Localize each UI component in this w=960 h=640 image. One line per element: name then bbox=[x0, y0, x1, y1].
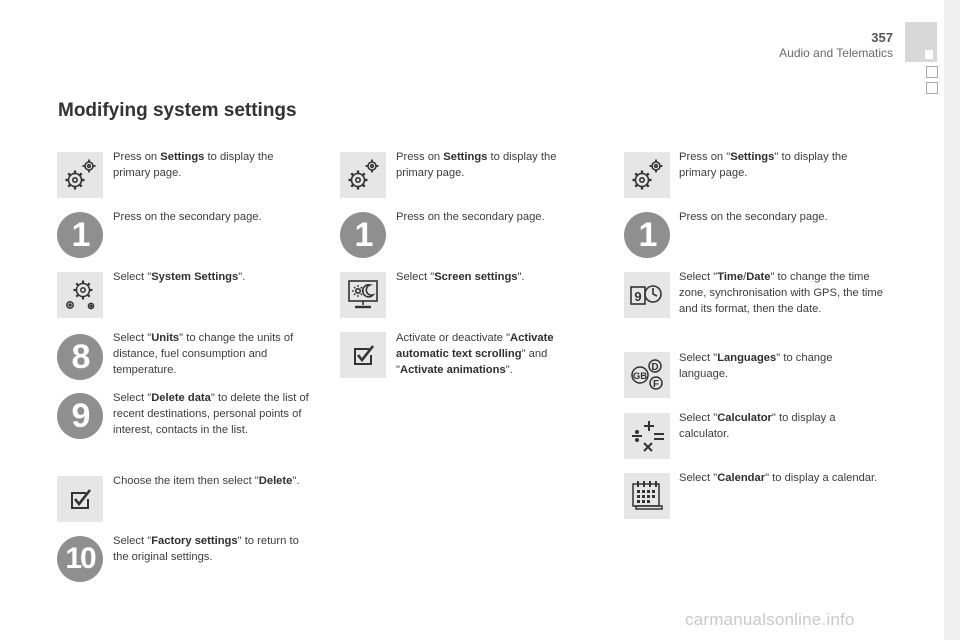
settings-icon bbox=[57, 152, 103, 198]
step-text-segment: Select " bbox=[113, 271, 152, 283]
step-text-segment: Choose the item then select " bbox=[113, 475, 259, 487]
section-title: Audio and Telematics bbox=[779, 46, 893, 60]
step-text bbox=[679, 269, 889, 317]
step-text-segment: Select " bbox=[113, 332, 152, 344]
step-number-badge: 1 bbox=[57, 212, 103, 258]
system-settings-icon bbox=[57, 272, 103, 318]
step-text-segment: " to display the primary page. bbox=[679, 151, 848, 179]
menu-term: Factory settings bbox=[151, 535, 238, 547]
step-number-badge: 1 bbox=[624, 212, 670, 258]
step-text-segment: Press on the secondary page. bbox=[113, 211, 262, 223]
menu-term: Settings bbox=[730, 151, 775, 163]
step-text-segment: ". bbox=[505, 364, 513, 376]
step-number-badge: 1 bbox=[340, 212, 386, 258]
calendar-icon bbox=[624, 473, 670, 519]
menu-term: Screen settings bbox=[434, 271, 518, 283]
step-text-segment: Press on bbox=[396, 151, 444, 163]
checkbox-icon bbox=[340, 332, 386, 378]
step-text bbox=[679, 410, 879, 442]
step-text bbox=[679, 149, 884, 181]
languages-icon bbox=[624, 352, 670, 398]
menu-term: Settings bbox=[160, 151, 205, 163]
step-text-segment: Select " bbox=[679, 472, 718, 484]
step-text-segment: Select " bbox=[396, 271, 435, 283]
svg-text:GB: GB bbox=[632, 371, 648, 382]
settings-icon bbox=[624, 152, 670, 198]
step-text-segment: Press on " bbox=[679, 151, 731, 163]
menu-term: Languages bbox=[717, 352, 777, 364]
svg-text:9: 9 bbox=[634, 289, 642, 304]
step-text-segment: Select " bbox=[679, 271, 718, 283]
menu-term: Activate automatic text scrolling bbox=[396, 332, 554, 360]
step-text-segment: Select " bbox=[113, 535, 152, 547]
step-text-segment: Press on bbox=[113, 151, 161, 163]
step-text-segment: " to change the units of distance, fuel consumption and temperature. bbox=[113, 332, 294, 376]
menu-term: Units bbox=[151, 332, 180, 344]
menu-term: Delete data bbox=[151, 392, 211, 404]
page-number: 357 bbox=[871, 30, 893, 45]
step-text-segment: " to display a calculator. bbox=[679, 412, 836, 440]
menu-term: Date bbox=[746, 271, 771, 283]
step-number-badge: 9 bbox=[57, 393, 103, 439]
step-text-segment: ". bbox=[238, 271, 246, 283]
step-text-segment: Select " bbox=[679, 352, 718, 364]
menu-term: System Settings bbox=[151, 271, 239, 283]
chapter-tab bbox=[905, 22, 937, 62]
step-text-segment: / bbox=[743, 271, 747, 283]
step-text-segment: ". bbox=[292, 475, 300, 487]
step-text-segment: " to return to the original settings. bbox=[113, 535, 299, 563]
svg-text:D: D bbox=[651, 362, 659, 373]
step-text-segment: to display the primary page. bbox=[113, 151, 274, 179]
step-text-segment: ". bbox=[517, 271, 525, 283]
step-number-badge: 8 bbox=[57, 334, 103, 380]
step-text-segment: " and " bbox=[396, 348, 548, 376]
step-text-segment: Press on the secondary page. bbox=[396, 211, 545, 223]
step-text bbox=[679, 350, 879, 382]
chapter-marker-box bbox=[926, 66, 938, 78]
menu-term: Activate animations bbox=[399, 364, 506, 376]
watermark: carmanualsonline.info bbox=[685, 610, 855, 629]
step-text bbox=[113, 390, 318, 438]
step-text-segment: to display the primary page. bbox=[396, 151, 557, 179]
chapter-tab-mark bbox=[925, 50, 933, 59]
step-text-segment: Press on the secondary page. bbox=[679, 211, 828, 223]
step-text bbox=[113, 149, 313, 181]
svg-text:F: F bbox=[652, 379, 660, 390]
step-text bbox=[113, 269, 313, 285]
step-text bbox=[113, 533, 313, 565]
menu-term: Delete bbox=[258, 475, 293, 487]
page-title: Modifying system settings bbox=[58, 100, 297, 121]
step-text bbox=[396, 209, 596, 225]
step-text-segment: Select " bbox=[113, 392, 152, 404]
step-text-segment: " to change the time zone, synchronisation with GPS, the time and its format, then the date. bbox=[679, 271, 883, 315]
step-text bbox=[679, 470, 879, 486]
step-text bbox=[679, 209, 879, 225]
time-date-icon bbox=[624, 272, 670, 318]
menu-term: Settings bbox=[443, 151, 488, 163]
step-text-segment: " to change language. bbox=[679, 352, 833, 380]
calculator-icon bbox=[624, 413, 670, 459]
checkbox-icon bbox=[57, 476, 103, 522]
step-text-segment: " to delete the list of recent destinations, personal points of interest, contacts in the list. bbox=[113, 392, 309, 436]
step-text bbox=[396, 330, 581, 378]
chapter-marker-box bbox=[926, 82, 938, 94]
step-text bbox=[396, 269, 596, 285]
step-text bbox=[113, 209, 313, 225]
step-text-segment: " to display a calendar. bbox=[765, 472, 878, 484]
settings-icon bbox=[340, 152, 386, 198]
step-text-segment: Activate or deactivate " bbox=[396, 332, 511, 344]
step-text bbox=[113, 473, 323, 489]
step-text bbox=[113, 330, 313, 378]
step-text-segment: Select " bbox=[679, 412, 718, 424]
menu-term: Time bbox=[717, 271, 744, 283]
menu-term: Calculator bbox=[717, 412, 772, 424]
page-edge-strip bbox=[944, 0, 960, 640]
step-number-badge: 10 bbox=[57, 536, 103, 582]
screen-settings-icon bbox=[340, 272, 386, 318]
menu-term: Calendar bbox=[717, 472, 766, 484]
step-text bbox=[396, 149, 596, 181]
